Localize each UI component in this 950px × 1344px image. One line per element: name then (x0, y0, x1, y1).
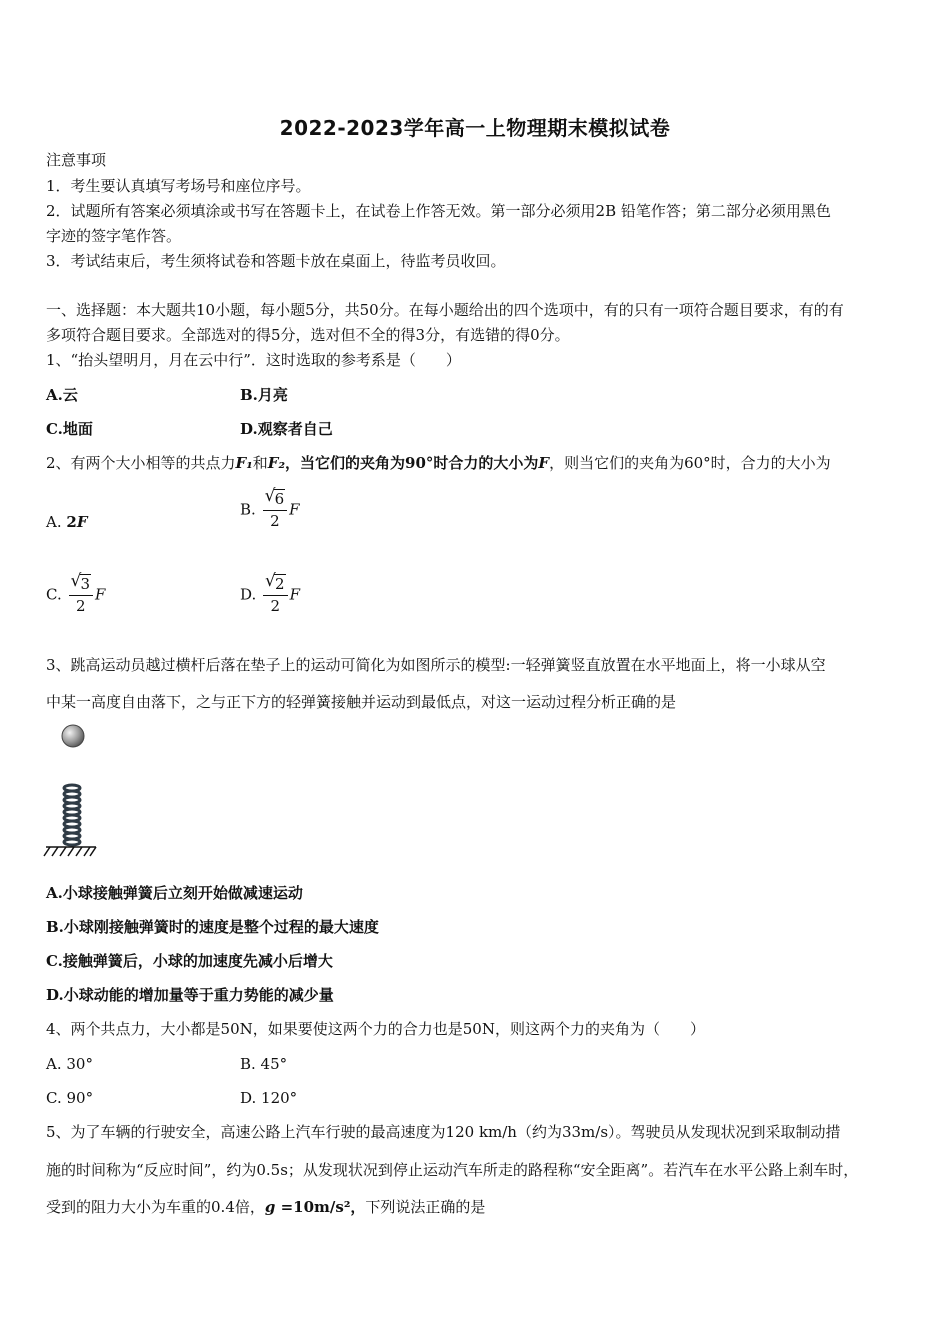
q1-option-b: B.月亮 (240, 386, 288, 404)
q2-option-d (240, 573, 300, 616)
q2-d-radicand: 2 (275, 575, 285, 593)
q4-option-c: C. 90° (46, 1089, 94, 1107)
q5-stem-3-post: 下列说法正确的是 (365, 1198, 486, 1216)
q2-and: 和 (252, 454, 268, 472)
q2-stem-pre: 2、有两个大小相等的共点力 (46, 454, 236, 472)
ball-spring-diagram (40, 720, 110, 860)
ground-icon (44, 847, 96, 856)
sqrt-icon: √ 6 (264, 486, 285, 508)
q5-g: g (264, 1198, 276, 1216)
q2-b-f: F (289, 500, 300, 519)
q1-option-a: A.云 (46, 386, 78, 404)
q2-stem-mid: ，当它们的夹角为90°时合力的大小为 (285, 454, 539, 472)
q5-stem-2: 施的时间称为“反应时间”，约为0.5s；从发现状况到停止运动汽车所走的路程称“安全距离”。若汽车在水平公路上刹车时， (46, 1161, 859, 1179)
q2-stem (46, 453, 831, 473)
q2-b-denominator: 2 (270, 512, 280, 530)
q2-d-denominator: 2 (270, 597, 281, 615)
q2-a-value: 2 (66, 513, 77, 531)
page-title: 2022-2023学年高一上物理期末模拟试卷 (279, 116, 671, 140)
q5-stem-3-pre: 受到的阻力大小为车重的0.4倍， (46, 1198, 265, 1216)
q2-option-b (240, 488, 300, 531)
notice-item-1: 1．考生要认真填写考场号和座位序号。 (46, 177, 311, 195)
notice-item-3: 3．考试结束后，考生须将试卷和答题卡放在桌面上，待监考员收回。 (46, 252, 506, 270)
notice-item-2: 2．试题所有答案必须填涂或书写在答题卡上，在试卷上作答无效。第一部分必须用2B 铅笔作答；第二部分必须用黑色 (46, 202, 831, 220)
q1-stem: 1、“抬头望明月，月在云中行”．这时选取的参考系是（ ） (46, 351, 461, 369)
q2-a-label: A. (46, 513, 62, 531)
q2-d-f: F (289, 585, 301, 604)
notice-item-2-cont: 字迹的签字笔作答。 (46, 227, 182, 245)
q1-option-c: C.地面 (46, 420, 93, 438)
q4-option-b: B. 45° (240, 1055, 288, 1073)
spring-icon (64, 785, 80, 845)
q2-b-label: B. (240, 500, 256, 519)
q4-option-a: A. 30° (46, 1055, 93, 1073)
q2-option-c (46, 573, 105, 616)
q2-c-radicand: 3 (80, 575, 91, 593)
q2-b-fraction (263, 488, 288, 531)
q1-option-d: D.观察者自己 (240, 420, 333, 438)
q2-option-a (46, 512, 87, 532)
q3-stem-2: 中某一高度自由落下，之与正下方的轻弹簧接触并运动到最低点，对这一运动过程分析正确的是 (46, 693, 677, 711)
q2-d-fraction (263, 573, 288, 616)
sqrt-icon: √ 3 (70, 571, 91, 593)
q5-stem-1: 5、为了车辆的行驶安全，高速公路上汽车行驶的最高速度为120 km/h（约为33m/s）。驾驶员从发现状况到采取制动措 (46, 1123, 841, 1141)
q2-d-label: D. (240, 585, 257, 604)
q2-f: F (538, 454, 550, 472)
q5-g-value: =10m/s²， (275, 1198, 366, 1216)
ball-icon (62, 725, 84, 747)
q3-option-b: B.小球刚接触弹簧时的速度是整个过程的最大速度 (46, 918, 379, 936)
notice-heading: 注意事项 (46, 151, 107, 169)
section1-line1: 一、选择题：本大题共10小题，每小题5分，共50分。在每小题给出的四个选项中，有的只有一项符合题目要求，有的有 (46, 301, 844, 319)
q2-c-denominator: 2 (76, 597, 86, 615)
q5-stem-3 (46, 1197, 485, 1217)
q3-option-d: D.小球动能的增加量等于重力势能的减少量 (46, 986, 334, 1004)
q3-option-a: A.小球接触弹簧后立刻开始做减速运动 (46, 884, 303, 902)
q2-stem-post: ，则当它们的夹角为60°时，合力的大小为 (549, 454, 831, 472)
q2-c-label: C. (46, 585, 62, 604)
q4-option-d: D. 120° (240, 1089, 298, 1107)
q2-c-f: F (95, 585, 106, 604)
q2-c-fraction (69, 573, 94, 616)
q2-f2: F₂ (267, 454, 286, 472)
q3-option-c: C.接触弹簧后，小球的加速度先减小后增大 (46, 952, 333, 970)
q2-f1: F₁ (235, 454, 253, 472)
section1-line2: 多项符合题目要求。全部选对的得5分，选对但不全的得3分，有选错的得0分。 (46, 326, 570, 344)
sqrt-icon: √ 2 (265, 571, 285, 593)
q3-stem-1: 3、跳高运动员越过横杆后落在垫子上的运动可简化为如图所示的模型:一轻弹簧竖直放置在水平地面上，将一小球从空 (46, 656, 826, 674)
q2-b-radicand: 6 (274, 490, 285, 508)
q2-a-f: F (76, 513, 88, 531)
q4-stem: 4、两个共点力，大小都是50N，如果要使这两个力的合力也是50N，则这两个力的夹角为（ ） (46, 1020, 705, 1038)
